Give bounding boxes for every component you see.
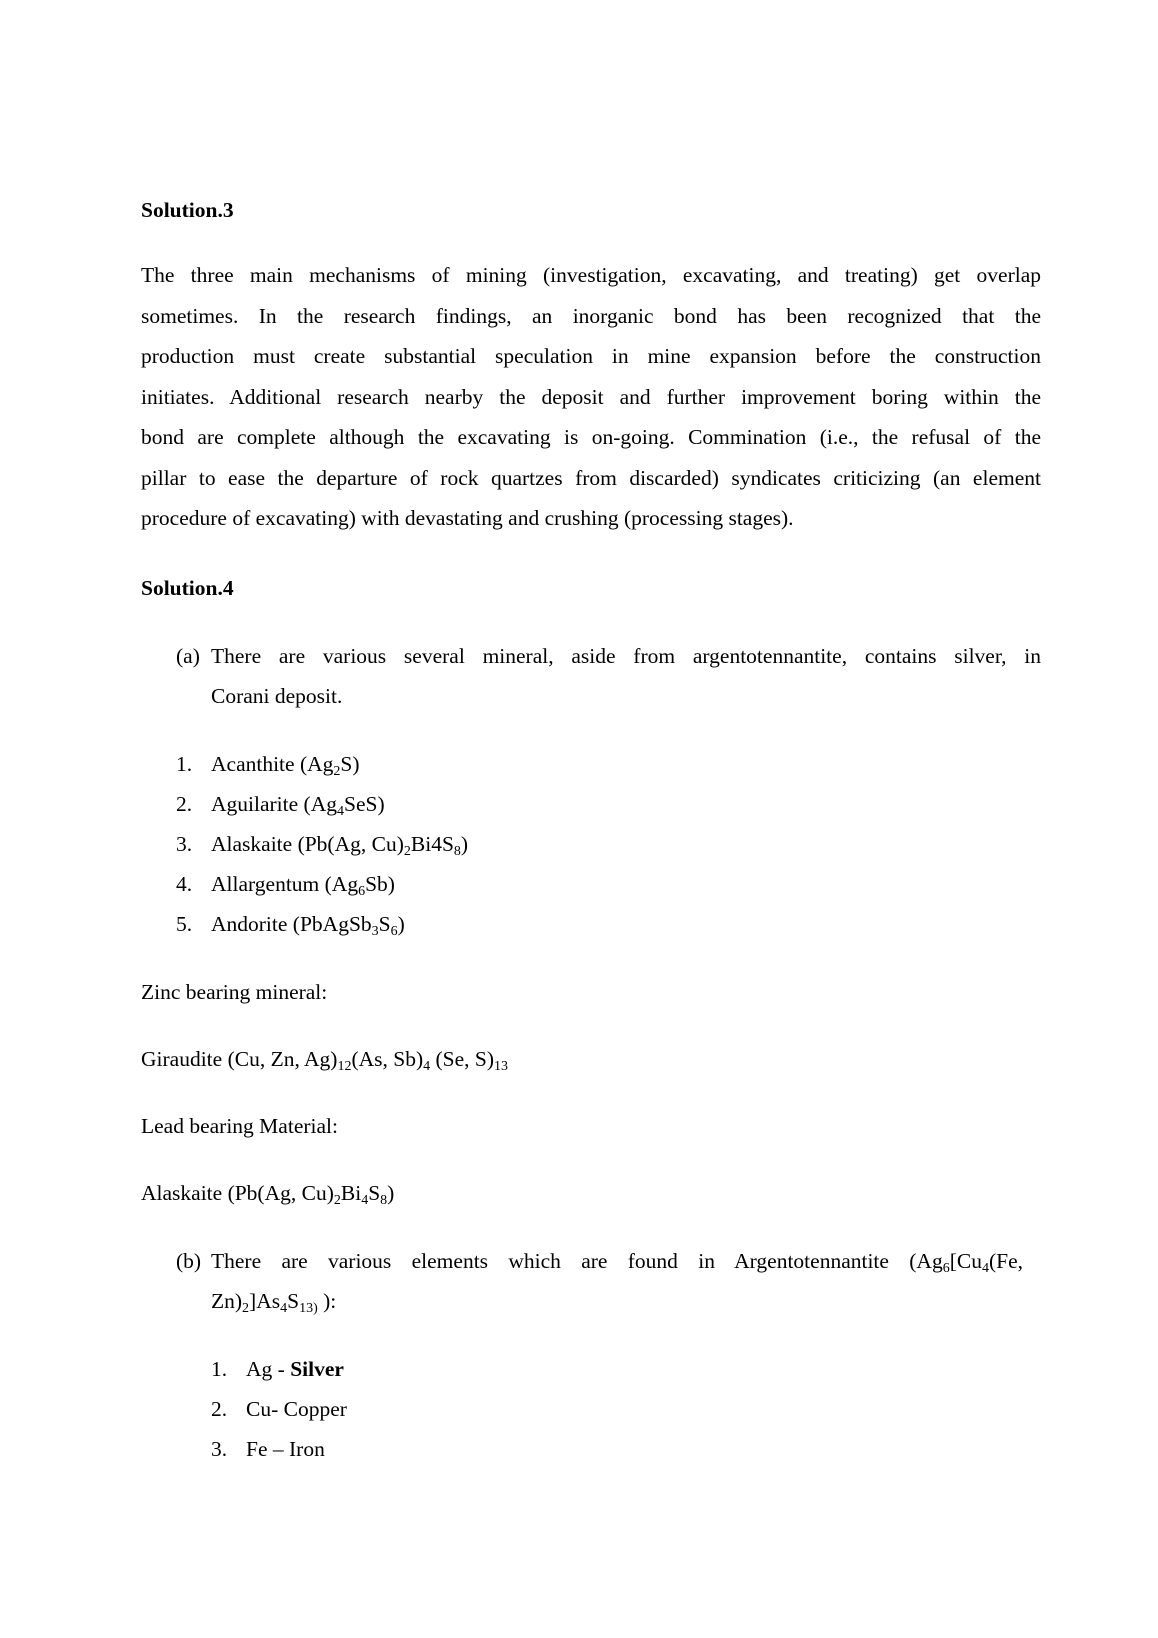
list-item-alaskaite: Alaskaite (Pb(Ag, $Cu)_2Bi4S_8$) (211, 832, 469, 859)
paragraph-line: initiates. Additional research nearby the deposit and further improvement boring within the (141, 384, 1041, 409)
part-a-line-1: There are various several mineral, aside from argentotennantite, contains silver, in (211, 644, 1041, 668)
paragraph-line: sometimes. In the research findings, an inorganic bond has been recognized that the (141, 303, 1041, 328)
zinc-mineral-formula: Giraudite (Cu, Zn, $Ag)_{12}(As$, $Sb)_4$ (Se, $S)_{13}$ (141, 1047, 509, 1074)
list-number: 3. (176, 832, 193, 856)
list-number: 5. (176, 912, 193, 936)
paragraph-line: pillar to ease the departure of rock quartzes from discarded) syndicates criticizing (an element (141, 465, 1041, 490)
part-b-line-1-text: There are various elements which are found in Argentotennantite (Ag (211, 1249, 943, 1273)
list-item-andorite: Andorite $(PbAgSb_3S_6)$ (211, 912, 405, 939)
list-number: 1. (211, 1357, 228, 1381)
part-b-line-1: There are various elements which are found in Argentotennantite (Ag $_6[Cu_4(Fe$, (211, 1249, 1023, 1276)
lead-label: Lead bearing Material: (141, 1114, 338, 1138)
lead-mineral-formula: Alaskaite (Pb(Ag, $Cu)_2Bi_4S_8$) (141, 1181, 395, 1208)
zinc-label: Zinc bearing mineral: (141, 980, 328, 1004)
solution-3-heading: Solution.3 (141, 198, 234, 222)
solution-4-heading: Solution.4 (141, 576, 234, 600)
list-number: 3. (211, 1437, 228, 1461)
part-a-line-2: Corani deposit. (211, 684, 343, 708)
paragraph-line: production must create substantial speculation in mine expansion before the construction (141, 344, 1041, 368)
list-item-aguilarite: Aguilarite $(Ag_4SeS)$ (211, 792, 385, 819)
paragraph-line: procedure of excavating) with devastating and crushing (processing stages). (141, 506, 794, 530)
list-number: 1. (176, 752, 193, 776)
list-item-iron: Fe – Iron (246, 1437, 325, 1461)
list-item-acanthite: Acanthite $(Ag_2S)$ (211, 752, 360, 779)
part-b-marker: (b) (176, 1249, 202, 1273)
list-number: 2. (211, 1397, 228, 1421)
part-a-marker: (a) (176, 644, 200, 668)
list-number: 4. (176, 872, 193, 896)
part-b-line-2: $Zn)_2]As_4S_{13)}$ ): (211, 1289, 337, 1316)
paragraph-line: The three main mechanisms of mining (investigation, excavating, and treating) get overlap (141, 263, 1041, 287)
list-number: 2. (176, 792, 193, 816)
list-item-allargentum: Allargentum $(Ag_6Sb)$ (211, 872, 395, 899)
list-item-silver: Ag - Silver (246, 1357, 344, 1381)
paragraph-line: bond are complete although the excavating is on-going. Commination (i.e., the refusal of the (141, 425, 1041, 449)
list-item-copper: Cu- Copper (246, 1397, 347, 1421)
solution-3-paragraph (141, 255, 1041, 539)
